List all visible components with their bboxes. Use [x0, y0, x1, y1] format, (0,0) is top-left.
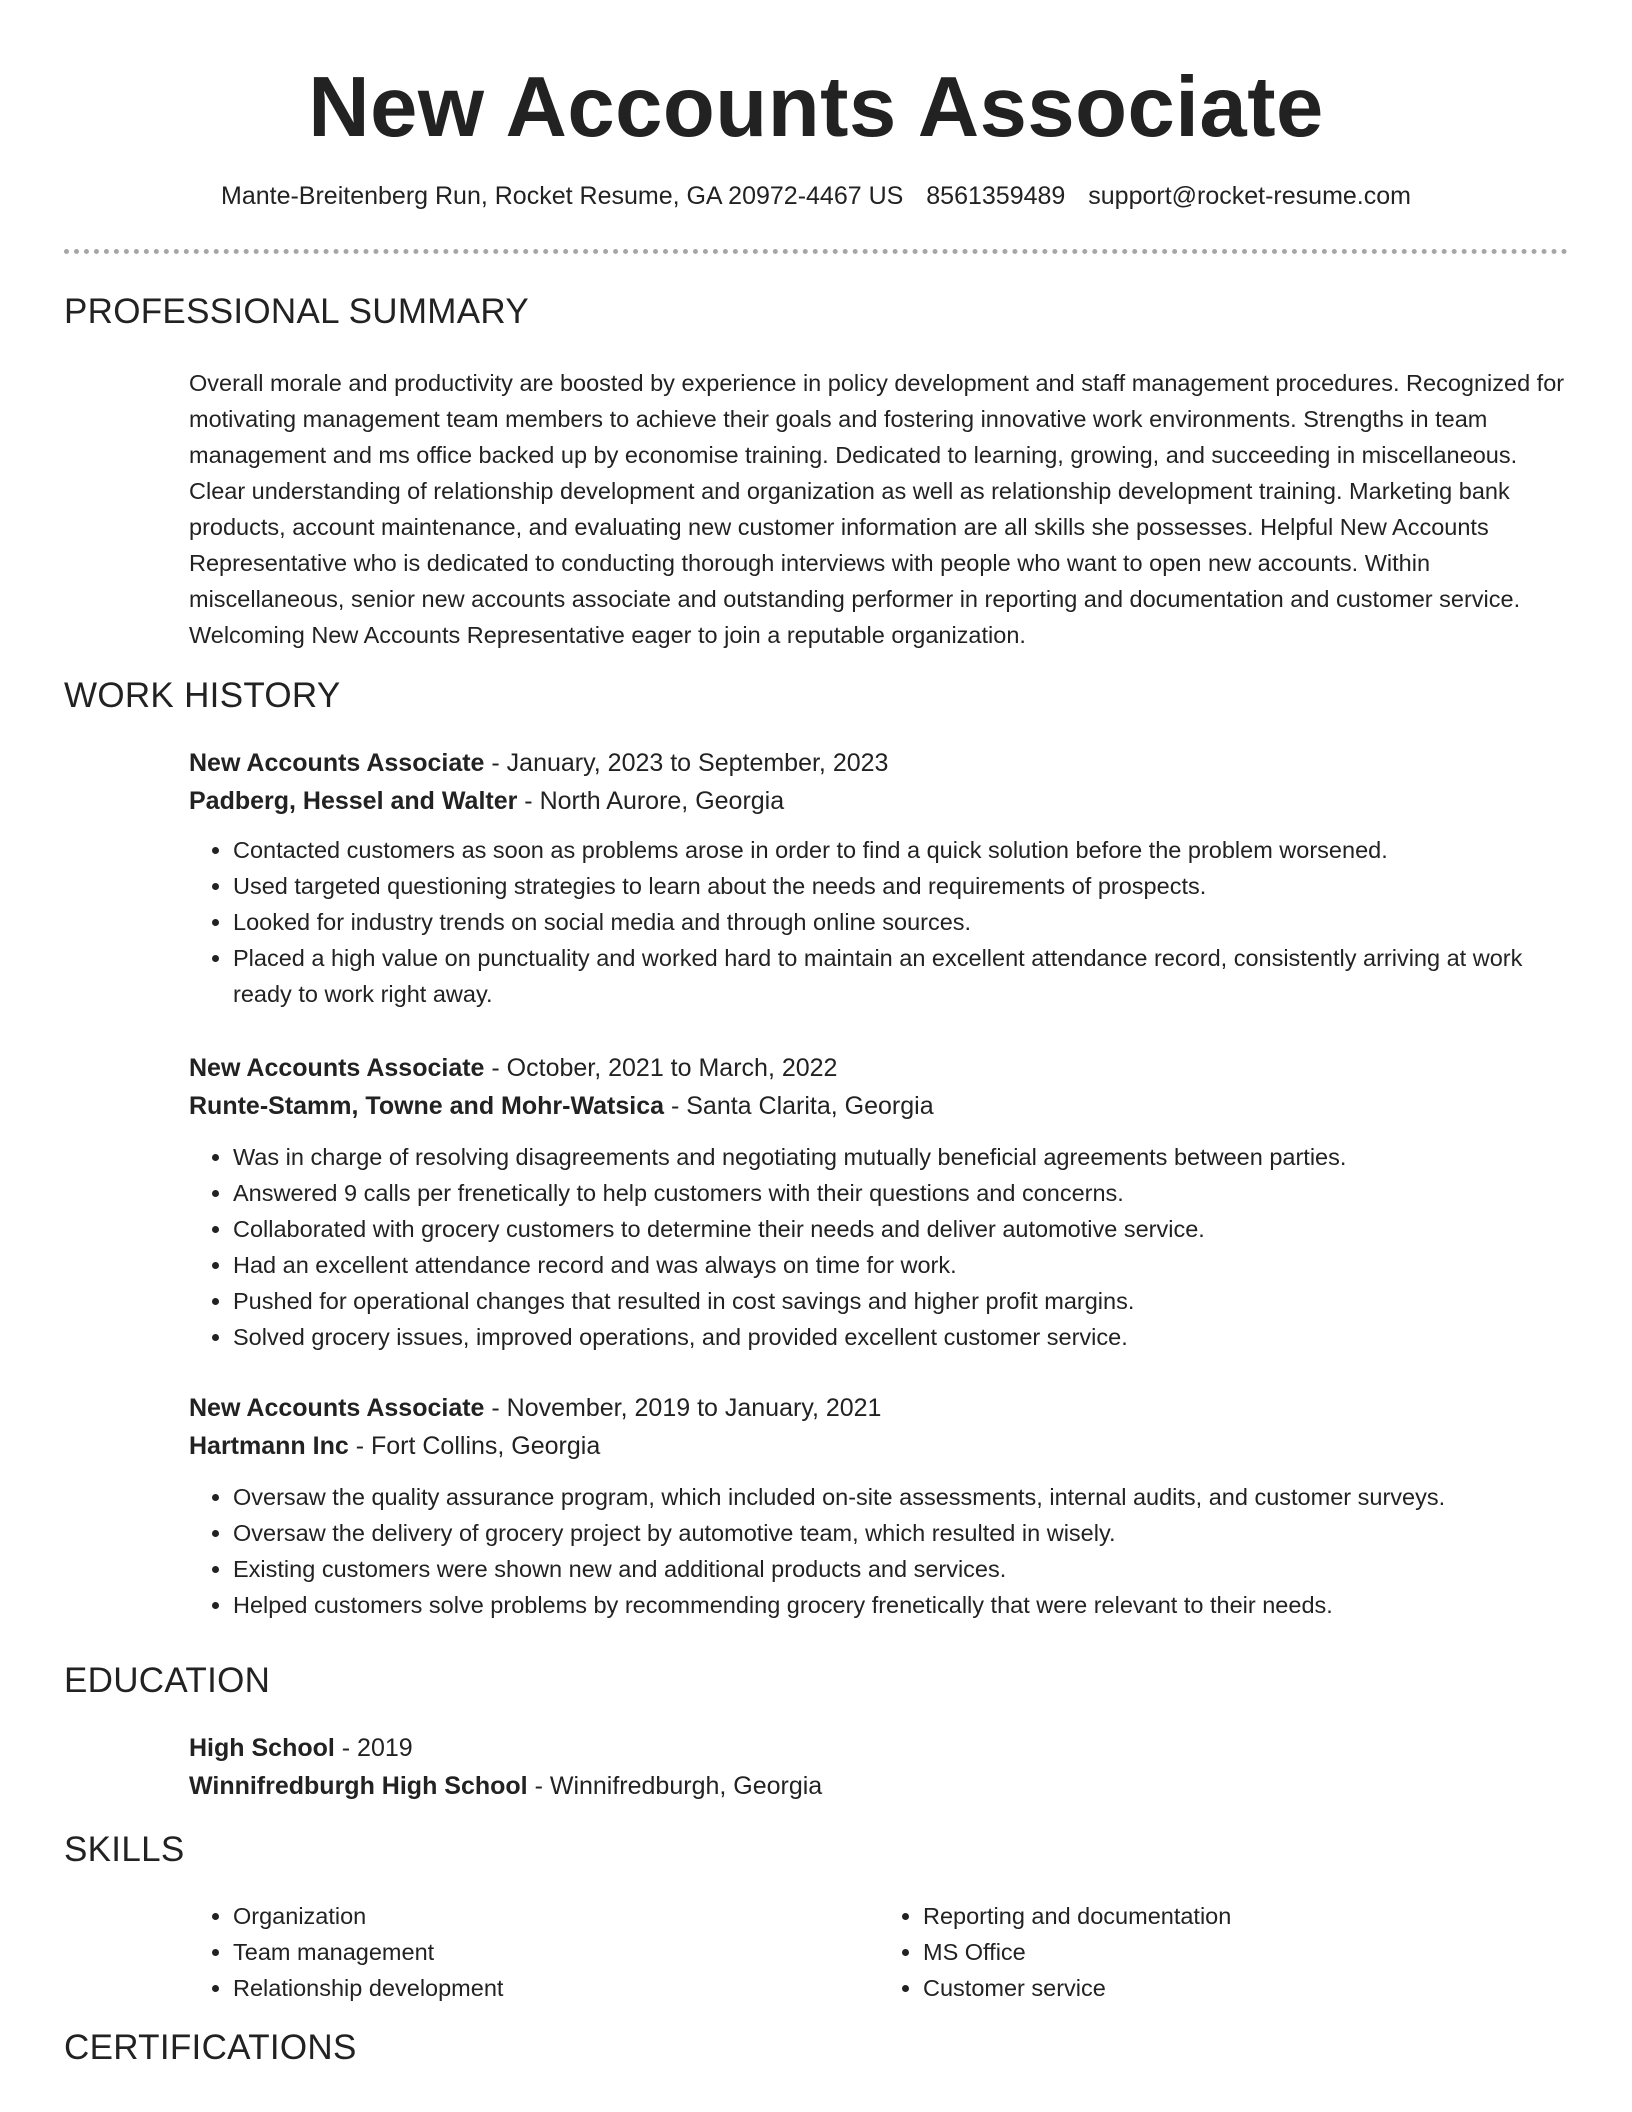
- summary-heading: PROFESSIONAL SUMMARY: [64, 292, 529, 331]
- education-heading: EDUCATION: [64, 1661, 271, 1700]
- job-bullets: [189, 1139, 1569, 1355]
- job-dates: - November, 2019 to January, 2021: [484, 1394, 882, 1422]
- job-bullet: • Had an excellent attendance record and was always on time for work.: [233, 1247, 1569, 1283]
- summary-text: Overall morale and productivity are boosted by experience in policy development and staff management procedures. Recognized for motivating management team members to achieve their goals and fostering innovative work environments. Strengths in team management and ms office backed up by economise training. Dedicated to learning, growing, and succeeding in miscellaneous. Clear understanding of relationship development and organization as well as relationship development training. Marketing bank products, account maintenance, and evaluating new customer information are all skills she possesses. Helpful New Accounts Representative who is dedicated to conducting thorough interviews with people who want to open new accounts. Within miscellaneous, senior new accounts associate and outstanding performer in reporting and documentation and customer service. Welcoming New Accounts Representative eager to join a reputable organization.: [189, 370, 1565, 648]
- job-company: Runte-Stamm, Towne and Mohr-Watsica: [189, 1092, 665, 1120]
- email: support@rocket-resume.com: [1088, 182, 1411, 210]
- job-bullet: • Oversaw the delivery of grocery project by automotive team, which resulted in wisely.: [233, 1515, 1569, 1551]
- job-title: New Accounts Associate: [189, 1394, 485, 1422]
- address: Mante-Breitenberg Run, Rocket Resume, GA 20972-4467 US: [221, 182, 904, 210]
- job-bullets: [189, 1479, 1569, 1623]
- skill-item: • MS Office: [923, 1934, 1569, 1970]
- education-school-line: [189, 1767, 1569, 1805]
- job-dates: - October, 2021 to March, 2022: [484, 1054, 838, 1082]
- job-entry: [189, 1049, 1569, 1355]
- skill-item: • Customer service: [923, 1970, 1569, 2006]
- job-dates: - January, 2023 to September, 2023: [484, 749, 889, 777]
- certifications-heading: CERTIFICATIONS: [64, 2028, 357, 2067]
- education-degree-line: [189, 1729, 1569, 1767]
- job-location: - North Aurore, Georgia: [517, 787, 785, 815]
- job-company-line: [189, 1427, 1569, 1465]
- job-bullet: • Used targeted questioning strategies to learn about the needs and requirements of prospects.: [233, 868, 1569, 904]
- job-entry: [189, 1389, 1569, 1623]
- job-entry: [189, 744, 1569, 1012]
- header-divider: [64, 249, 1568, 254]
- contact-line: [0, 180, 1632, 212]
- job-bullet: • Existing customers were shown new and additional products and services.: [233, 1551, 1569, 1587]
- job-title-line: [189, 744, 1569, 782]
- education-degree: High School: [189, 1734, 335, 1762]
- job-bullet: • Collaborated with grocery customers to determine their needs and deliver automotive service.: [233, 1211, 1569, 1247]
- skill-item: • Organization: [233, 1898, 879, 1934]
- job-title: New Accounts Associate: [189, 749, 485, 777]
- job-bullet: • Helped customers solve problems by recommending grocery frenetically that were relevant to their needs.: [233, 1587, 1569, 1623]
- job-company: Hartmann Inc: [189, 1432, 349, 1460]
- skills-column-left: [189, 1898, 879, 2006]
- job-title-line: [189, 1049, 1569, 1087]
- skill-item: • Relationship development: [233, 1970, 879, 2006]
- job-company: Padberg, Hessel and Walter: [189, 787, 518, 815]
- skills-list: [189, 1898, 1569, 2006]
- job-bullet: • Placed a high value on punctuality and worked hard to maintain an excellent attendance record, consistently arriving at work ready to work right away.: [233, 940, 1569, 1012]
- job-location: - Fort Collins, Georgia: [348, 1432, 601, 1460]
- education-entry: [189, 1729, 1569, 1805]
- job-bullet: • Answered 9 calls per frenetically to help customers with their questions and concerns.: [233, 1175, 1569, 1211]
- job-bullet: • Oversaw the quality assurance program, which included on-site assessments, internal audits, and customer surveys.: [233, 1479, 1569, 1515]
- job-bullets: [189, 832, 1569, 1012]
- job-company-line: [189, 782, 1569, 820]
- candidate-name: New Accounts Associate: [308, 60, 1324, 155]
- job-bullet: • Was in charge of resolving disagreements and negotiating mutually beneficial agreements between parties.: [233, 1139, 1569, 1175]
- job-bullet: • Pushed for operational changes that resulted in cost savings and higher profit margins.: [233, 1283, 1569, 1319]
- job-bullet: • Looked for industry trends on social media and through online sources.: [233, 904, 1569, 940]
- skills-heading: SKILLS: [64, 1830, 185, 1869]
- skill-item: • Reporting and documentation: [923, 1898, 1569, 1934]
- skills-column-right: [879, 1898, 1569, 2006]
- education-year: - 2019: [334, 1734, 413, 1762]
- job-location: - Santa Clarita, Georgia: [664, 1092, 934, 1120]
- phone: 8561359489: [926, 182, 1066, 210]
- work-history-heading: WORK HISTORY: [64, 676, 341, 715]
- education-location: - Winnifredburgh, Georgia: [527, 1772, 823, 1800]
- job-title: New Accounts Associate: [189, 1054, 485, 1082]
- job-company-line: [189, 1087, 1569, 1125]
- job-bullet: • Contacted customers as soon as problems arose in order to find a quick solution before the problem worsened.: [233, 832, 1569, 868]
- job-title-line: [189, 1389, 1569, 1427]
- skill-item: • Team management: [233, 1934, 879, 1970]
- education-school: Winnifredburgh High School: [189, 1772, 528, 1800]
- job-bullet: • Solved grocery issues, improved operations, and provided excellent customer service.: [233, 1319, 1569, 1355]
